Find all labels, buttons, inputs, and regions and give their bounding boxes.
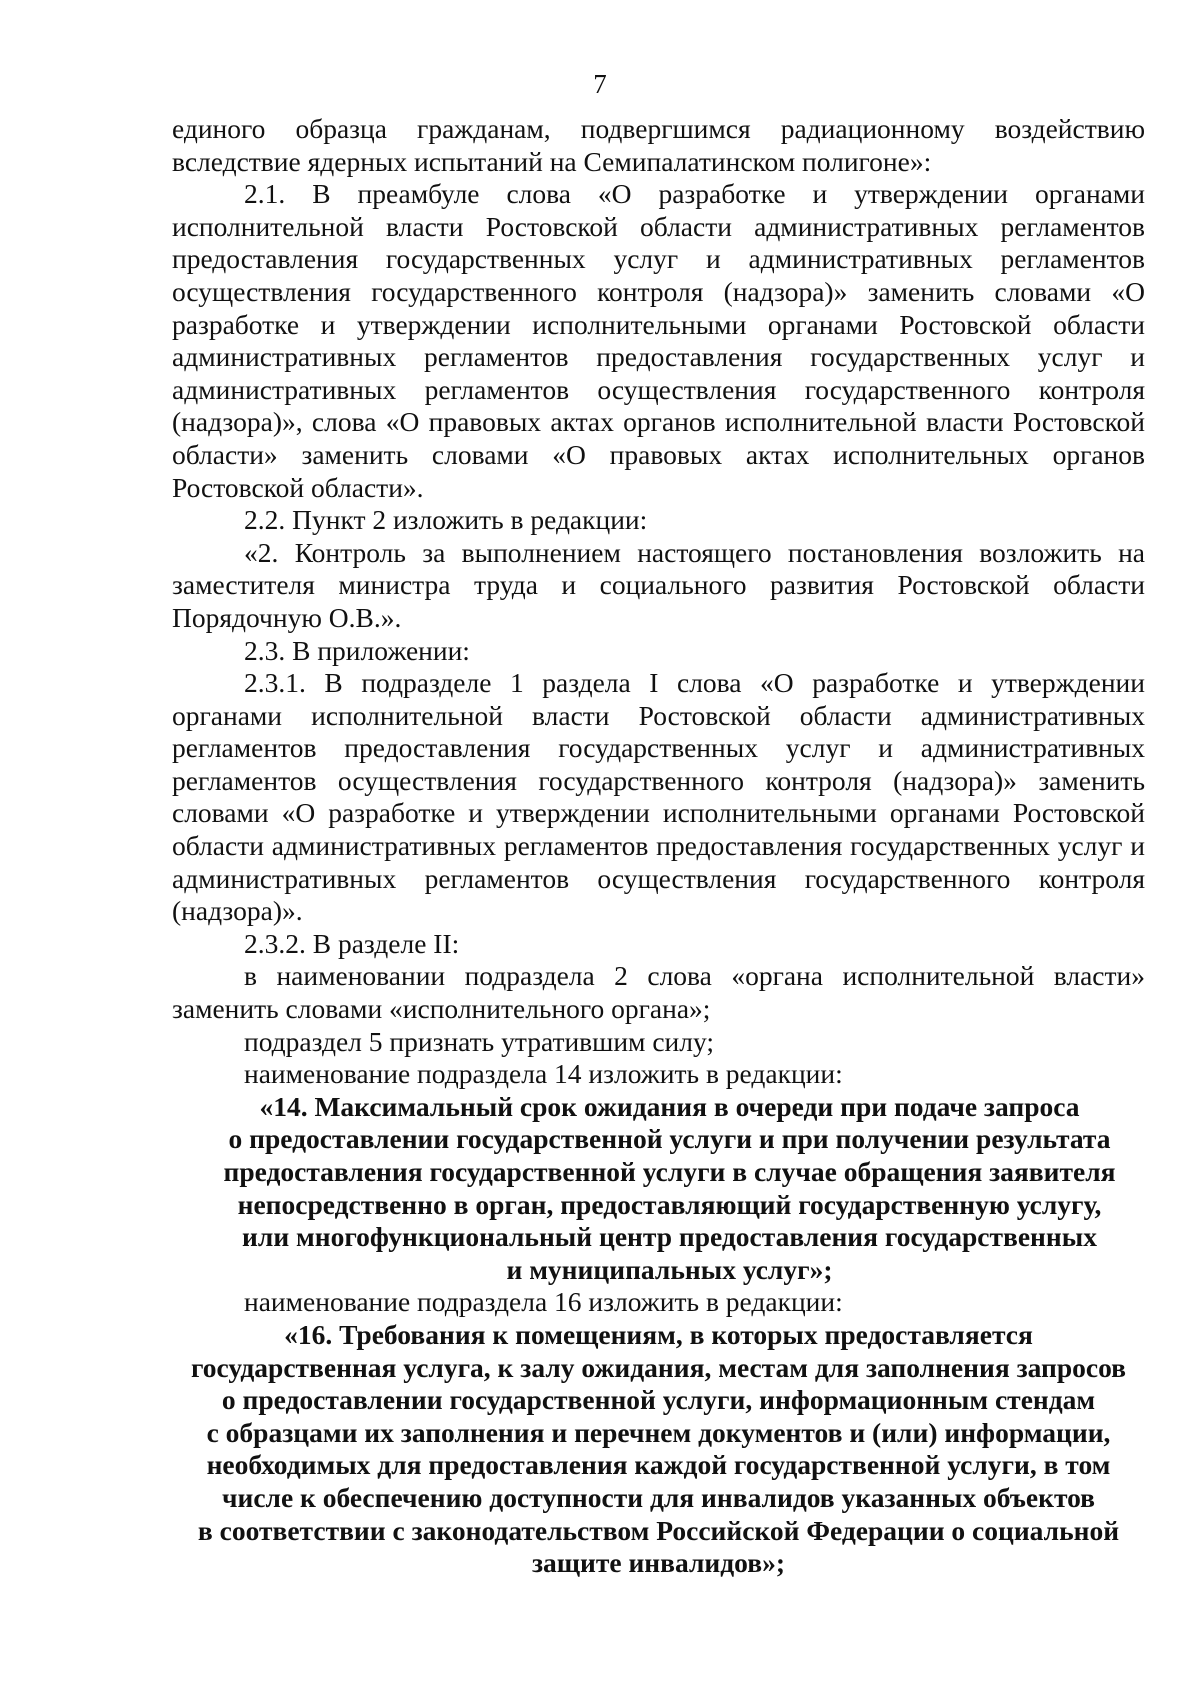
heading-line: числе к обеспечению доступности для инвалидов указанных объектов [221,1481,1096,1513]
page-number: 7 [593,69,607,99]
document-body [172,113,1145,1580]
subsection-14-heading [172,1091,1145,1287]
heading-line: в соответствии с законодательством Российской Федерации о социальной [197,1514,1120,1546]
paragraph-continuation: единого образца гражданам, подвергшимся радиационному воздействию вследствие ядерных испытаний на Семипалатинском полигоне»: [172,113,1145,177]
paragraph-2-3-1: 2.3.1. В подразделе 1 раздела I слова «О разработке и утверждении органами исполнительной власти Ростовской области административных регламентов предоставления государственных услуг и административных регламентов осуществления государственного контроля (надзора)» заменить словами «О разработке и утверждении исполнительными органами Ростовской области административных регламентов предоставления государственных услуг и административных регламентов осуществления государственного контроля (надзора)». [172,667,1145,927]
heading-line: «16. Требования к помещениям, в которых предоставляется [284,1318,1033,1350]
paragraph-subsection-2: в наименовании подраздела 2 слова «органа исполнительной власти» заменить словами «исполнительного органа»; [172,960,1145,1025]
heading-line: и муниципальных услуг»; [506,1253,833,1285]
heading-line: о предоставлении государственной услуги и при получении результата [228,1123,1111,1155]
heading-line: о предоставлении государственной услуги, информационным стендам [221,1384,1096,1416]
heading-line: необходимых для предоставления каждой государственной услуги, в том [206,1449,1111,1481]
heading-line: или многофункциональный центр предоставления государственных [242,1221,1097,1253]
heading-line: предоставления государственной услуги в случае обращения заявителя [223,1156,1116,1187]
paragraph-2-1: 2.1. В преамбуле слова «О разработке и утверждении органами исполнительной власти Ростовской области административных регламентов предоставления государственных услуг и административных регламентов осуществления государственного контроля (надзора)» заменить словами «О разработке и утверждении исполнительными органами Ростовской области административных регламентов предоставления государственных услуг и административных регламентов осуществления государственного контроля (надзора)», слова «О правовых актах органов исполнительной власти Ростовской области» заменить словами «О правовых актах исполнительных органов Ростовской области». [172,178,1145,503]
paragraph-2-3-2: 2.3.2. В разделе II: [244,927,460,959]
paragraph-2-3: 2.3. В приложении: [244,634,470,666]
paragraph-subsection-14-intro: наименование подраздела 14 изложить в редакции: [244,1058,843,1090]
paragraph-quote-2: «2. Контроль за выполнением настоящего постановления возложить на заместителя министра труда и социального развития Ростовской области Порядочную О.В.». [172,536,1145,633]
heading-line: непосредственно в орган, предоставляющий государственную услугу, [237,1188,1102,1220]
paragraph-2-2: 2.2. Пункт 2 изложить в редакции: [244,504,648,536]
subsection-16-heading [172,1319,1145,1580]
heading-line: с образцами их заполнения и перечнем документов и (или) информации, [206,1416,1111,1448]
heading-line: государственная услуга, к залу ожидания, местам для заполнения запросов [190,1351,1127,1383]
heading-line: защите инвалидов»; [532,1547,785,1579]
paragraph-subsection-5: подраздел 5 признать утратившим силу; [244,1025,715,1057]
heading-line: «14. Максимальный срок ожидания в очереди при подаче запроса [259,1090,1080,1122]
paragraph-subsection-16-intro: наименование подраздела 16 изложить в редакции: [244,1286,843,1318]
